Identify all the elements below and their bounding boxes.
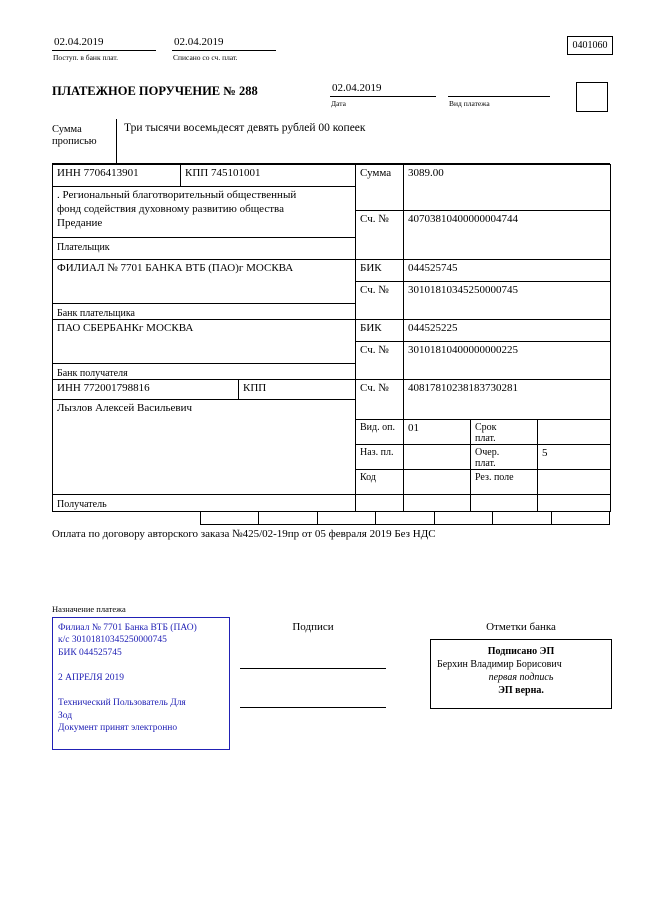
empty-cell (356, 495, 404, 512)
empty-cell (471, 495, 538, 512)
payee-bank-bik-label: БИК (356, 320, 404, 342)
stub-cell (435, 511, 493, 525)
code-label: Код (356, 470, 404, 495)
amount-in-words-value: Три тысячи восемьдесят девять рублей 00 копеек (124, 122, 366, 134)
payee-name: Лызлов Алексей Васильевич (53, 400, 356, 495)
purpose-kind-label: Наз. пл. (356, 445, 404, 470)
signatures-title: Подписи (292, 621, 334, 633)
payee-account-value: 40817810238183730281 (404, 380, 611, 420)
payer-section-label: Плательщик (53, 238, 356, 260)
payer-bank-section-label: Банк плательщика (53, 304, 356, 320)
amount-value: 3089.00 (404, 165, 611, 211)
stub-cells-row (200, 511, 610, 525)
payee-section-label: Получатель (53, 495, 356, 512)
stamp-corr-account: к/с 30101810345250000745 (58, 635, 167, 646)
stub-cell (200, 511, 259, 525)
stamp-bik: БИК 044525745 (58, 647, 122, 658)
status-box (576, 82, 608, 112)
payee-inn: ИНН 772001798816 (53, 380, 239, 399)
stamp-user: Технический Пользователь Для Зод (58, 698, 186, 721)
payee-account-label: Сч. № (356, 380, 404, 420)
stamp-signed-label: Подписано ЭП (487, 646, 555, 657)
document-date-field (330, 82, 436, 108)
payer-bank-account-label: Сч. № (356, 282, 404, 320)
debited-date-block (172, 36, 276, 62)
payer-bank-name: ФИЛИАЛ № 7701 БАНКА ВТБ (ПАО)г МОСКВА (53, 260, 356, 304)
document-date-label: Дата (331, 99, 346, 108)
bank-electronic-stamp (52, 617, 230, 750)
empty-cell (538, 495, 611, 512)
payee-ids-row (53, 380, 356, 400)
payment-type-label: Вид платежа (449, 99, 490, 108)
stub-cell (318, 511, 376, 525)
payee-bank-section-label: Банк получателя (53, 364, 356, 380)
priority-label (471, 445, 538, 470)
debited-date-label: Списано со сч. плат. (173, 53, 238, 62)
payment-purpose-text: Оплата по договору авторского заказа №425/02-19пр от 05 февраля 2019 Без НДС (52, 528, 436, 540)
payee-bank-account-value: 30101810400000000225 (404, 342, 611, 380)
payer-kpp: КПП 745101001 (181, 165, 356, 187)
payee-bank-account-label: Сч. № (356, 342, 404, 380)
payer-name (53, 187, 356, 238)
operation-type-value: 01 (404, 420, 471, 445)
payment-type-field (448, 82, 550, 108)
document-date-value: 02.04.2019 (330, 82, 436, 97)
payer-account-value: 40703810400000004744 (404, 211, 611, 260)
due-date-label (471, 420, 538, 445)
due-date-value (538, 420, 611, 445)
payer-account-label: Сч. № (356, 211, 404, 260)
stamp-verified-label: ЭП верна. (498, 685, 544, 696)
priority-label-text: Очер. плат. (475, 447, 500, 469)
requisites-table (52, 164, 611, 512)
payer-bank-bik-value: 044525745 (404, 260, 611, 282)
payee-bank-bik-value: 044525225 (404, 320, 611, 342)
stamp-bank-name: Филиал № 7701 Банка ВТБ (ПАО) (58, 623, 197, 633)
stub-cell (259, 511, 317, 525)
stub-cell (493, 511, 551, 525)
priority-value: 5 (538, 445, 611, 470)
received-date-value: 02.04.2019 (52, 36, 156, 51)
stamp-date: 2 АПРЕЛЯ 2019 (58, 673, 124, 684)
stub-cell (552, 511, 610, 525)
operation-type-label: Вид. оп. (356, 420, 404, 445)
bank-marks-title: Отметки банка (486, 621, 556, 633)
empty-cell (404, 495, 471, 512)
bank-marks-block (430, 621, 612, 709)
payer-name-text: . Региональный благотворительный общественный фонд содействия духовному развитию общества Предание (57, 189, 297, 229)
amount-in-words-row (52, 119, 610, 164)
payment-type-underline (448, 82, 550, 97)
amount-label: Сумма (356, 165, 404, 211)
debited-date-value: 02.04.2019 (172, 36, 276, 51)
stamp-accepted-note: Документ принят электронно (58, 723, 178, 734)
reserve-field-value (538, 470, 611, 495)
top-dates (52, 36, 276, 62)
stub-cell (376, 511, 434, 525)
reserve-field-label: Рез. поле (471, 470, 538, 495)
payment-purpose-label: Назначение платежа (52, 604, 126, 614)
signature-verification-stamp (430, 639, 612, 709)
signatures-block (240, 621, 386, 708)
signature-line-1 (240, 633, 386, 669)
purpose-kind-value (404, 445, 471, 470)
signature-line-2 (240, 669, 386, 708)
payee-bank-name: ПАО СБЕРБАНКг МОСКВА (53, 320, 356, 364)
amount-in-words-label: Сумма прописью (52, 119, 117, 163)
stamp-first-signature-label: первая подпись (488, 672, 554, 683)
code-value (404, 470, 471, 495)
form-code-box: 0401060 (567, 36, 613, 55)
payer-inn: ИНН 7706413901 (53, 165, 181, 187)
received-date-label: Поступ. в банк плат. (53, 53, 118, 62)
document-title: ПЛАТЕЖНОЕ ПОРУЧЕНИЕ № 288 (52, 84, 258, 98)
received-date-block (52, 36, 156, 62)
due-date-label-text: Срок плат. (475, 422, 497, 444)
payer-bank-account-value: 30101810345250000745 (404, 282, 611, 320)
payee-kpp: КПП (243, 382, 267, 394)
payer-bank-bik-label: БИК (356, 260, 404, 282)
stamp-signer-name: Берхин Владимир Борисович (437, 659, 562, 670)
